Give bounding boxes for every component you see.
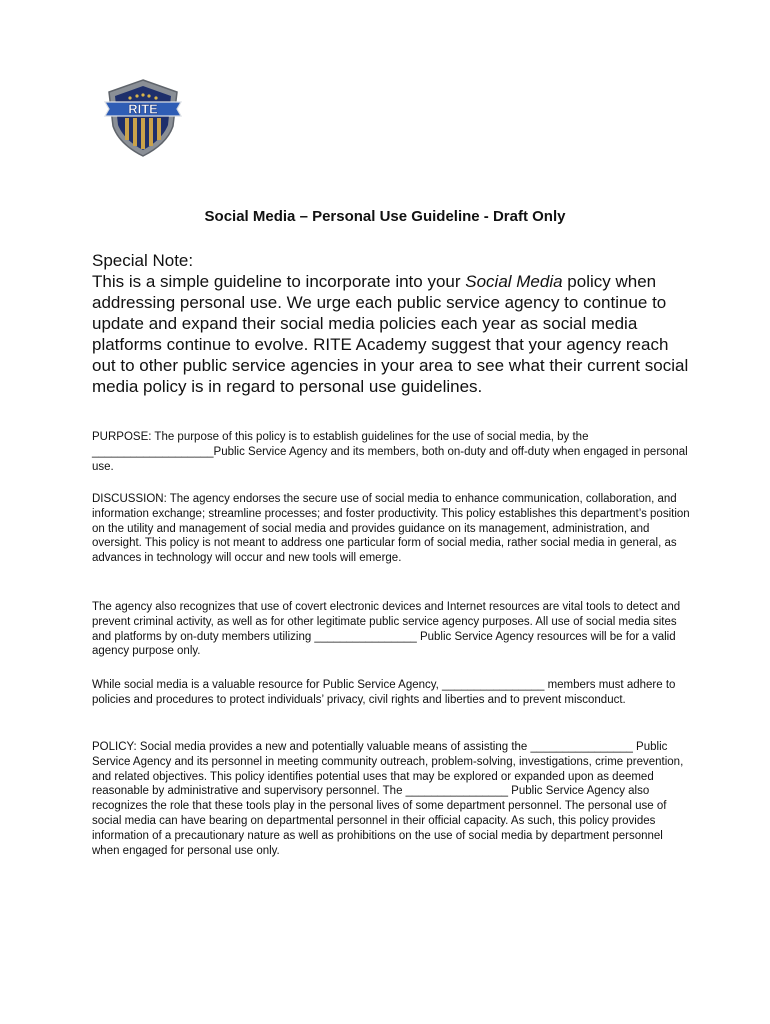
special-note-text-after: policy when addressing personal use. We urge each public service agency to continue to update and expand their social media policies each year as social media platforms continue to evolve. RITE Academy suggest that your agency reach out to other public service agencies in your area to see what their current social media policy is in regard to personal use guidelines. — [92, 272, 689, 396]
paragraph-purpose: PURPOSE: The purpose of this policy is to establish guidelines for the use of social media, by the ___________________Public Service Agency and its members, both on-duty and off-duty when engaged in personal use. — [92, 431, 688, 473]
document-title: Social Media – Personal Use Guideline - Draft Only — [204, 208, 566, 225]
special-note-heading: Special Note: — [92, 251, 194, 270]
paragraph-policy: POLICY: Social media provides a new and potentially valuable means of assisting the ________________ Public Service Agency and its personnel in meeting community outreach, problem-solving, investigations, crime prevention, and related objectives. This policy identifies potential uses that may be explored or expanded upon as deemed reasonable by administrative and supervisory personnel. The ________________ Public Service Agency also recognizes the role that these tools play in the personal lives of some department personnel. The personal use of social media can have bearing on departmental personnel in their official capacity. As such, this policy provides information of a precautionary nature as well as prohibitions on the use of social media by department personnel when engaged for personal use only. — [92, 741, 684, 857]
paragraph-valuable-resource: While social media is a valuable resource for Public Service Agency, ________________ members must adhere to policies and procedures to protect individuals’ privacy, civil rights and liberties and to prevent misconduct. — [92, 679, 676, 706]
paragraph-discussion: DISCUSSION: The agency endorses the secure use of social media to enhance communication, collaboration, and information exchange; streamline processes; and foster productivity. This policy establishes this department’s position on the utility and management of social media and provides guidance on its management, administration, and oversight. This policy is not meant to address one particular form of social media, rather social media in general, as advances in technology will occur and new tools will emerge. — [92, 493, 690, 565]
logo-text: RITE — [128, 101, 158, 117]
special-note-text-italic: Social Media — [465, 272, 563, 291]
special-note-text-before: This is a simple guideline to incorporate into your — [92, 272, 466, 291]
rite-academy-logo — [103, 78, 183, 158]
paragraph-covert-devices: The agency also recognizes that use of covert electronic devices and Internet resources are vital tools to detect and prevent criminal activity, as well as for other legitimate public service agency purposes. All use of social media sites and platforms by on-duty members utilizing ________________ Public Service Agency resources will be for a valid agency purpose only. — [92, 601, 681, 658]
special-note — [92, 250, 692, 397]
